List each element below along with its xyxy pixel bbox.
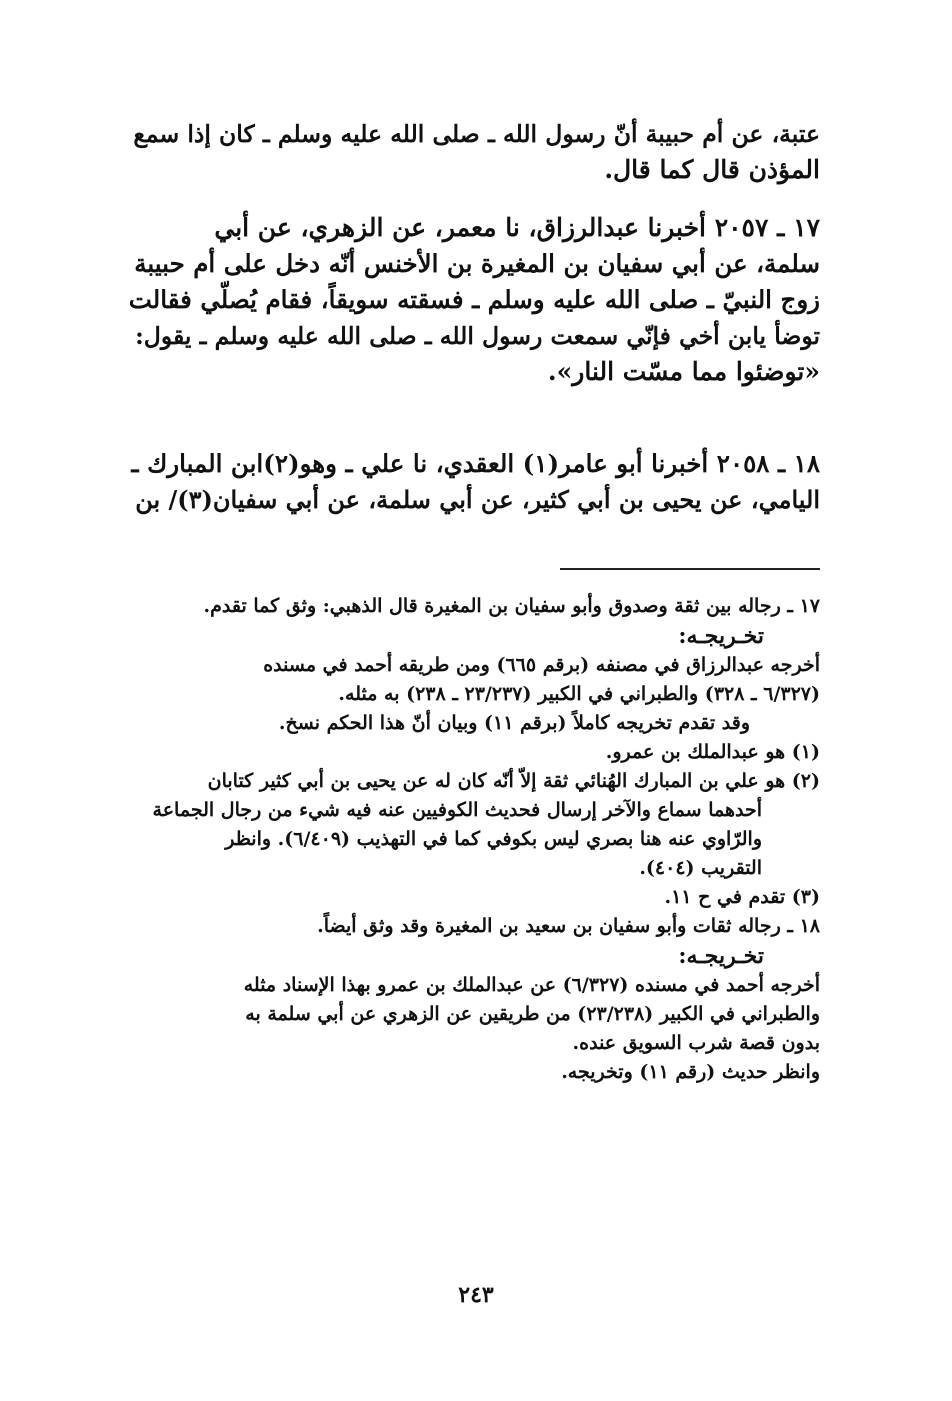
hadith-18-paragraph <box>128 446 820 518</box>
note-18-line: والطبراني في الكبير (٢٣/٢٣٨) من طريقين عن الزهري عن أبي سلمة به <box>245 1003 820 1025</box>
text-line: زوج النبيّ ـ صلى الله عليه وسلم ـ فسقته سويقاً، فقام يُصلّي فقالت <box>128 285 820 314</box>
note-17-intro: ١٧ ـ رجاله بين ثقة وصدوق وأبو سفيان بن المغيرة قال الذهبي: وثق كما تقدم. <box>203 595 820 617</box>
text-line: عتبة، عن أم حبيبة أنّ رسول الله ـ صلى الله عليه وسلم ـ كان إذا سمع <box>133 120 820 148</box>
footnote-2-line: (٢) هو علي بن المبارك الهُنائي ثقة إلاّ أنّه كان له عن يحيى بن أبي كثير كتابان <box>207 770 820 792</box>
note-18-line: بدون قصة شرب السويق عنده. <box>572 1032 820 1054</box>
main-paragraph-continuation <box>128 116 820 188</box>
footnote-2-line: أحدهما سماع والآخر إرسال فحديث الكوفيين عنه فيه شيء من رجال الجماعة <box>152 799 762 821</box>
note-18-intro: ١٨ ـ رجاله ثقات وأبو سفيان بن سعيد بن المغيرة وقد وثق أيضاً. <box>317 915 820 937</box>
footnotes-section <box>128 592 820 1087</box>
footnote-2-line: والرّاوي عنه هنا بصري ليس بكوفي كما في التهذيب (٦/٤٠٩). وانظر <box>225 828 762 850</box>
text-line: ١٨ ـ ٢٠٥٨ أخبرنا أبو عامر(١) العقدي، نا علي ـ وهو(٢)ابن المبارك ـ <box>131 449 820 478</box>
text-line: سلمة، عن أبي سفيان بن المغيرة بن الأخنس أنّه دخل على أم حبيبة <box>134 249 820 278</box>
footnote-2-line: التقريب (٤٠٤). <box>639 857 762 879</box>
text-line: المؤذن قال كما قال. <box>604 155 820 184</box>
note-17-line: أخرجه عبدالرزاق في مصنفه (برقم ٦٦٥) ومن طريقه أحمد في مسنده <box>263 654 820 676</box>
note-17-heading: تخـريجـه: <box>678 623 764 649</box>
footnote-separator <box>560 568 820 570</box>
note-17-line: (٦/٣٢٧ ـ ٣٢٨) والطبراني في الكبير (٢٣/٢٣٧ ـ ٢٣٨) به مثله. <box>338 683 820 705</box>
note-18-line: وانظر حديث (رقم ١١) وتخريجه. <box>561 1061 820 1083</box>
note-18-heading: تخـريجـه: <box>678 943 764 969</box>
text-line: «توضئوا مما مسّت النار». <box>547 357 820 386</box>
footnote-3: (٣) تقدم في ح ١١. <box>664 886 820 908</box>
text-line: ١٧ ـ ٢٠٥٧ أخبرنا عبدالرزاق، نا معمر، عن الزهري، عن أبي <box>214 213 820 242</box>
footnote-1: (١) هو عبدالملك بن عمرو. <box>605 741 820 763</box>
page-number: ٢٤٣ <box>458 1282 494 1308</box>
text-line: اليامي، عن يحيى بن أبي كثير، عن أبي سلمة، عن أبي سفيان(٣)/ بن <box>135 485 820 514</box>
text-line: توضأ يابن أخي فإنّي سمعت رسول الله ـ صلى الله عليه وسلم ـ يقول: <box>135 322 820 350</box>
note-17-line: وقد تقدم تخريجه كاملاً (برقم ١١) وبيان أنّ هذا الحكم نسخ. <box>278 712 750 734</box>
hadith-17-paragraph <box>128 210 820 390</box>
note-18-line: أخرجه أحمد في مسنده (٦/٣٢٧) عن عبدالملك بن عمرو بهذا الإسناد مثله <box>243 974 820 996</box>
